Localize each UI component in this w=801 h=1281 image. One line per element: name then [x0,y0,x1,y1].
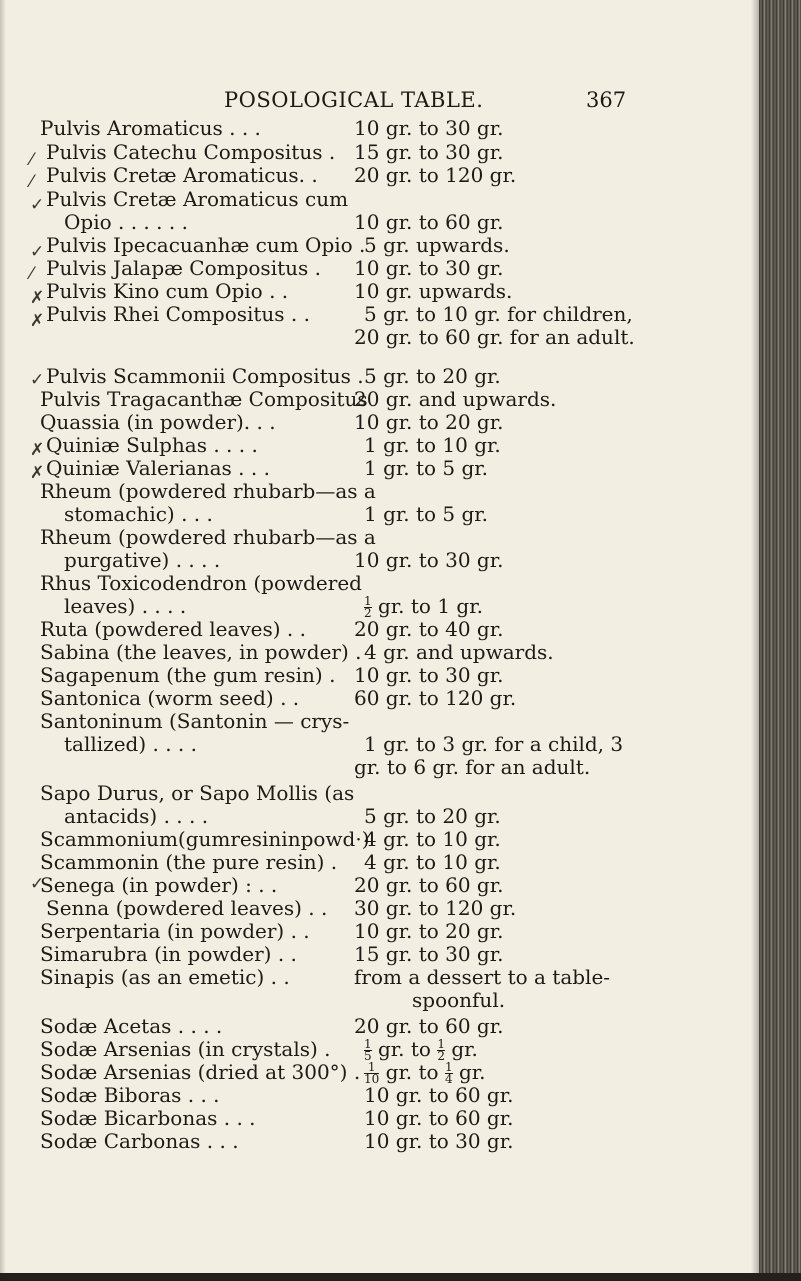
entry-dose: 20 gr. to 60 gr. [354,1014,504,1038]
entry-name: Scammonium(gumresininpowd·) [40,827,370,851]
entry-name: leaves) . . . . [64,594,187,618]
entry-dose: 20 gr. and upwards. [354,387,557,411]
entry-dose: 60 gr. to 120 gr. [354,686,517,710]
entry-name: Sodæ Arsenias (in crystals) . [40,1037,331,1061]
entry-name: antacids) . . . . [64,804,209,828]
entry-dose: 10 gr. to 30 gr. [354,548,504,572]
page-number: 367 [586,88,627,112]
entry-dose: $\frac{1}{2}$ gr. to 1 gr. [364,594,483,620]
entry-dose: $\frac{1}{5}$ gr. to $\frac{1}{2}$ gr. [364,1037,478,1063]
book-binding-edge [759,0,801,1281]
entry-name: Pulvis Ipecacuanhæ cum Opio . [46,233,366,257]
margin-mark: ✗ [30,288,45,308]
entry-dose: 10 gr. to 30 gr. [364,1129,514,1153]
entry-name: Pulvis Rhei Compositus . . [46,302,311,326]
entry-dose: 5 gr. upwards. [364,233,510,257]
entry-dose: 15 gr. to 30 gr. [354,140,504,164]
entry-dose: $\frac{1}{10}$ gr. to $\frac{1}{4}$ gr. [364,1060,486,1086]
entry-name: Sabina (the leaves, in powder) . [40,640,362,664]
entry-name: Sinapis (as an emetic) . . [40,965,290,989]
margin-mark: ⁄ [30,172,33,192]
entry-name: Pulvis Jalapæ Compositus . [46,256,321,280]
entry-dose: 10 gr. to 30 gr. [354,256,504,280]
entry-dose: 10 gr. to 20 gr. [354,410,504,434]
entry-name: Quassia (in powder). . . [40,410,276,434]
fraction: $\frac{1}{2}$ [364,594,372,620]
entry-name: Sodæ Bicarbonas . . . [40,1106,256,1130]
fraction: $\frac{1}{10}$ [364,1060,380,1086]
entry-name: Santonica (worm seed) . . [40,686,300,710]
page-bottom-edge [0,1273,801,1281]
entry-name: Opio . . . . . . [64,210,188,234]
margin-mark: ✓ [30,370,45,390]
entry-dose: 10 gr. to 60 gr. [364,1106,514,1130]
entry-dose: 5 gr. to 10 gr. for children, [364,302,633,326]
entry-name: Pulvis Cretæ Aromaticus cum [46,187,349,211]
running-header-title: POSOLOGICAL TABLE. [224,88,484,112]
entry-dose: 30 gr. to 120 gr. [354,896,517,920]
entry-name: purgative) . . . . [64,548,221,572]
fraction: $\frac{1}{4}$ [444,1060,453,1086]
entry-dose: 1 gr. to 5 gr. [364,502,489,526]
entry-name: Pulvis Kino cum Opio . . [46,279,289,303]
entry-dose: 20 gr. to 40 gr. [354,617,504,641]
entry-dose: 4 gr. and upwards. [364,640,554,664]
entry-name: Senna (powdered leaves) . . [46,896,328,920]
fraction: $\frac{1}{5}$ [364,1037,372,1063]
entry-dose: 1 gr. to 3 gr. for a child, 3 [364,732,624,756]
entry-dose: 5 gr. to 20 gr. [364,364,501,388]
entry-dose: 1 gr. to 5 gr. [364,456,489,480]
entry-name: Sodæ Acetas . . . . [40,1014,223,1038]
entry-dose: 10 gr. to 60 gr. [364,1083,514,1107]
entry-dose: 1 gr. to 10 gr. [364,433,501,457]
entry-name: Sagapenum (the gum resin) . [40,663,336,687]
entry-name: Serpentaria (in powder) . . [40,919,310,943]
margin-mark: ✗ [30,463,45,483]
entry-name: Ruta (powdered leaves) . . [40,617,307,641]
fraction: $\frac{1}{2}$ [437,1037,445,1063]
entry-name: Pulvis Catechu Compositus . [46,140,336,164]
entry-name: Pulvis Tragacanthæ Compositus [40,387,368,411]
entry-dose: 20 gr. to 120 gr. [354,163,517,187]
entry-name: Quiniæ Valerianas . . . [46,456,270,480]
entry-name: stomachic) . . . [64,502,213,526]
margin-mark: ⁄ [30,264,33,284]
entry-name: Simarubra (in powder) . . [40,942,297,966]
entry-name: Santoninum (Santonin — crys- [40,709,350,733]
margin-mark: ✗ [30,311,45,331]
binding-shadow [751,0,759,1281]
entry-dose: 20 gr. to 60 gr. [354,873,504,897]
entry-dose: 10 gr. to 30 gr. [354,116,504,140]
entry-name: Sodæ Biboras . . . [40,1083,220,1107]
margin-mark: ✓ [30,874,45,894]
entry-dose-continued: gr. to 6 gr. for an adult. [354,755,591,779]
page-left-shadow [0,0,6,1281]
entry-dose: 10 gr. to 20 gr. [354,919,504,943]
entry-name: Sodæ Carbonas . . . [40,1129,239,1153]
entry-name: Pulvis Aromaticus . . . [40,116,261,140]
entry-dose: 10 gr. upwards. [354,279,513,303]
entry-name: Sodæ Arsenias (dried at 300°) . [40,1060,361,1084]
entry-name: Sapo Durus, or Sapo Mollis (as [40,781,355,805]
entry-name: Pulvis Cretæ Aromaticus. . [46,163,318,187]
entry-dose: 5 gr. to 20 gr. [364,804,501,828]
entry-name: Rheum (powdered rhubarb—as a [40,479,376,503]
margin-mark: ⁄ [30,150,33,170]
entry-dose: 10 gr. to 30 gr. [354,663,504,687]
entry-dose-continued: 20 gr. to 60 gr. for an adult. [354,325,635,349]
entry-dose: 10 gr. to 60 gr. [354,210,504,234]
entry-name: tallized) . . . . [64,732,197,756]
entry-name: Senega (in powder) : . . [40,873,278,897]
entry-name: Pulvis Scammonii Compositus . [46,364,364,388]
margin-mark: ✗ [30,440,45,460]
entry-name: Rhus Toxicodendron (powdered [40,571,362,595]
entry-name: Quiniæ Sulphas . . . . [46,433,258,457]
entry-dose: 4 gr. to 10 gr. [364,827,501,851]
entry-name: Rheum (powdered rhubarb—as a [40,525,376,549]
entry-dose-continued: spoonful. [412,988,506,1012]
entry-name: Scammonin (the pure resin) . [40,850,338,874]
entry-dose: from a dessert to a table- [354,965,611,989]
margin-mark: ✓ [30,242,45,262]
entry-dose: 4 gr. to 10 gr. [364,850,501,874]
margin-mark: ✓ [30,195,45,215]
entry-dose: 15 gr. to 30 gr. [354,942,504,966]
